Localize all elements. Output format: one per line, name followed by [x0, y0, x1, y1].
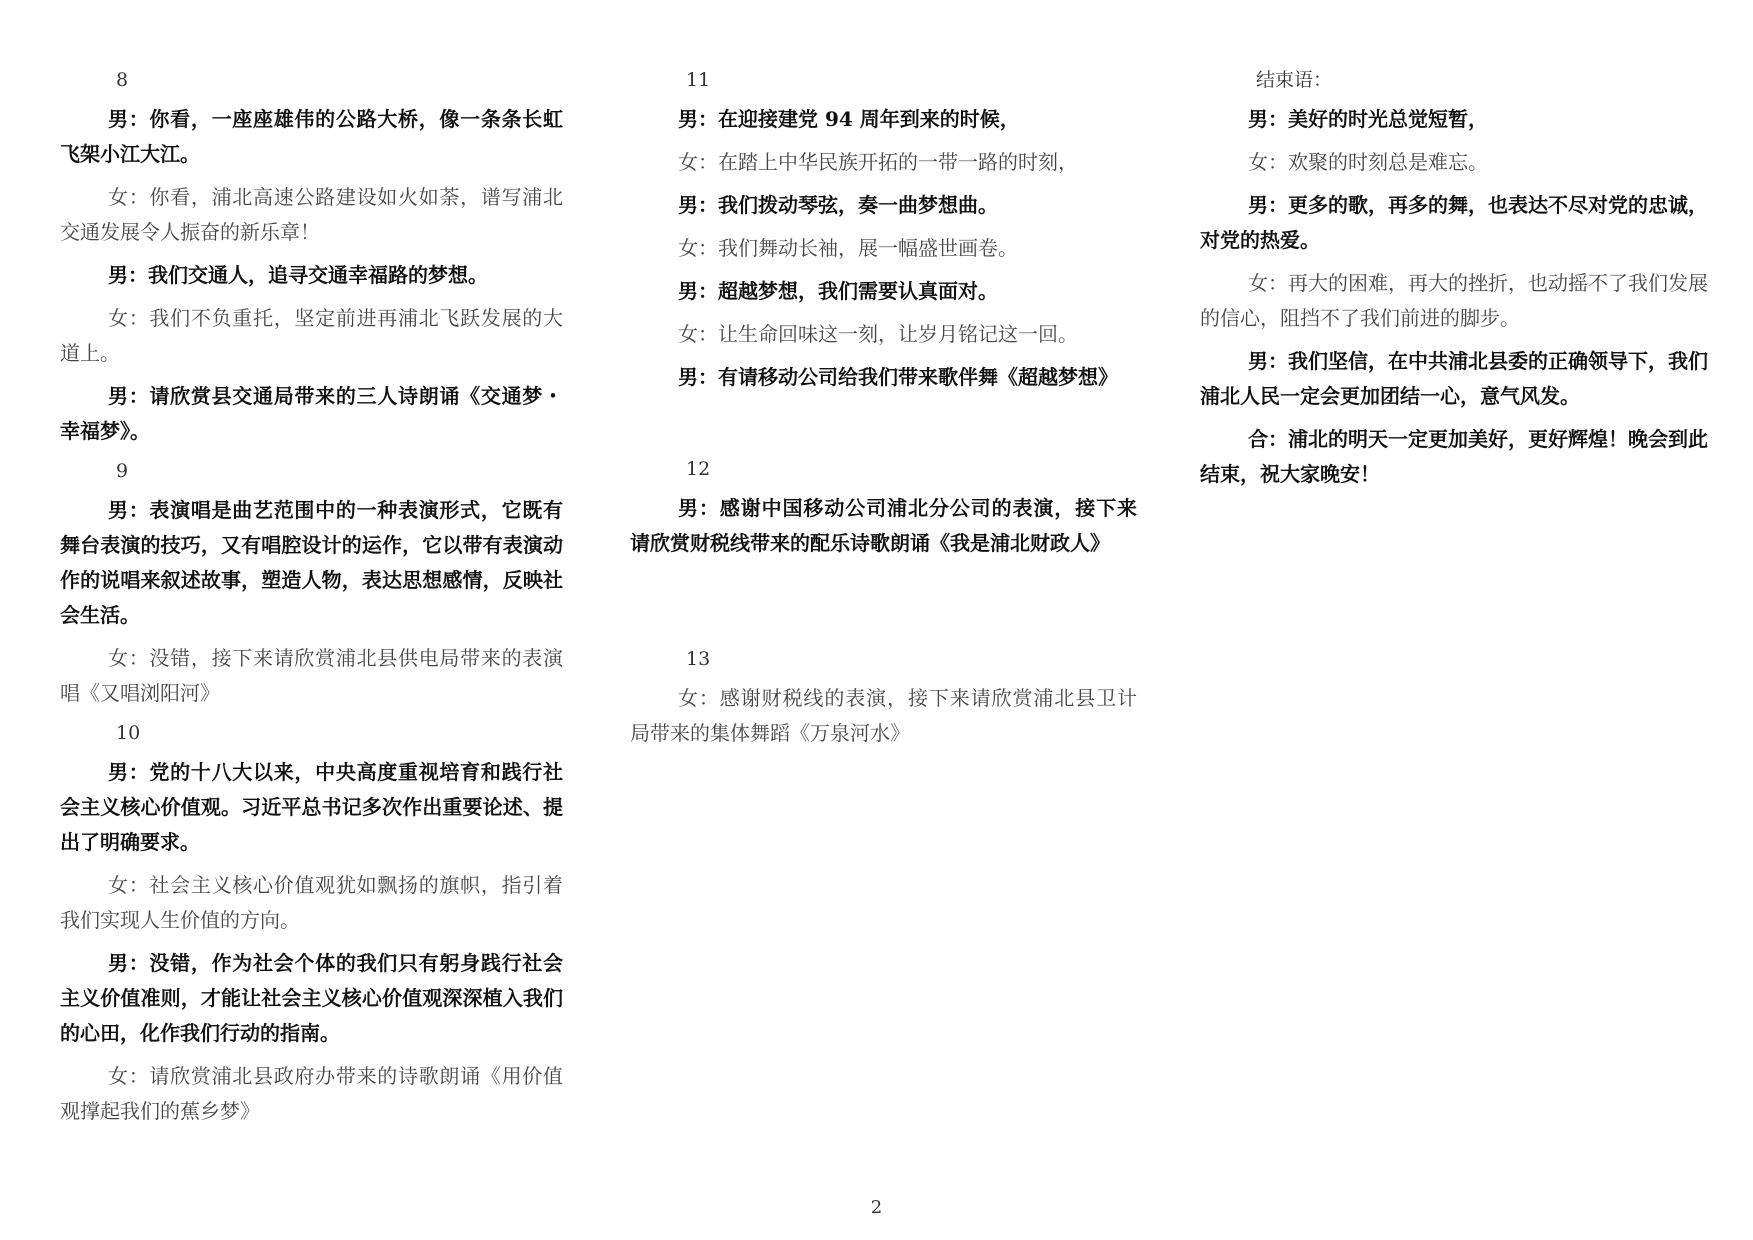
column-left	[60, 58, 563, 1137]
line-female: 女：欢聚的时刻总是难忘。	[1248, 150, 1488, 174]
line-male: 男：超越梦想，我们需要认真面对。	[678, 279, 998, 303]
line-female: 女：你看，浦北高速公路建设如火如荼，谱写浦北交通发展令人振奋的新乐章！	[60, 185, 563, 244]
line-female: 女：没错，接下来请欣赏浦北县供电局带来的表演唱《又唱浏阳河》	[60, 646, 563, 705]
section-number-9: 9	[116, 460, 129, 482]
section-number-10: 10	[116, 722, 141, 744]
page-number: 2	[870, 1197, 883, 1218]
line-female: 女：在踏上中华民族开拓的一带一路的时刻，	[678, 150, 1078, 174]
line-male: 男：美好的时光总觉短暂，	[1248, 107, 1488, 131]
line-male: 男：我们坚信，在中共浦北县委的正确领导下，我们浦北人民一定会更加团结一心，意气风发。	[1200, 349, 1708, 408]
line-female: 女：请欣赏浦北县政府办带来的诗歌朗诵《用价值观撑起我们的蕉乡梦》	[60, 1064, 563, 1123]
section-number-12: 12	[686, 458, 711, 480]
line-male: 男：党的十八大以来，中央高度重视培育和践行社会主义核心价值观。习近平总书记多次作出重要论述、提出了明确要求。	[60, 760, 563, 854]
line-male: 男：感谢中国移动公司浦北分公司的表演，接下来请欣赏财税线带来的配乐诗歌朗诵《我是浦北财政人》	[630, 496, 1137, 555]
spacer	[630, 403, 1137, 447]
line-female: 女：我们舞动长袖，展一幅盛世画卷。	[678, 236, 1018, 260]
line-male: 男：表演唱是曲艺范围中的一种表演形式，它既有舞台表演的技巧，又有唱腔设计的运作，它以带有表演动作的说唱来叙述故事，塑造人物，表达思想感情，反映社会生活。	[60, 498, 563, 627]
line-male: 男：更多的歌，再多的舞，也表达不尽对党的忠诚，对党的热爱。	[1200, 193, 1708, 252]
line-female: 女：我们不负重托，坚定前进再浦北飞跃发展的大道上。	[60, 306, 563, 365]
line-male: 男：在迎接建党 94 周年到来的时候，	[678, 107, 1020, 131]
line-female: 女：社会主义核心价值观犹如飘扬的旗帜，指引着我们实现人生价值的方向。	[60, 873, 563, 932]
line-male: 男：没错，作为社会个体的我们只有躬身践行社会主义价值准则，才能让社会主义核心价值观深深植入我们的心田，化作我们行动的指南。	[60, 951, 563, 1045]
line-female: 女：感谢财税线的表演，接下来请欣赏浦北县卫计局带来的集体舞蹈《万泉河水》	[630, 686, 1137, 745]
line-female: 女：再大的困难，再大的挫折，也动摇不了我们发展的信心，阻挡不了我们前进的脚步。	[1200, 271, 1708, 330]
line-together: 合：浦北的明天一定更加美好，更好辉煌！晚会到此结束，祝大家晚安！	[1200, 427, 1708, 486]
column-middle	[630, 58, 1137, 759]
line-male: 男：我们拨动琴弦，奏一曲梦想曲。	[678, 193, 998, 217]
line-male: 男：你看，一座座雄伟的公路大桥，像一条条长虹飞架小江大江。	[60, 107, 563, 166]
section-number-8: 8	[116, 69, 129, 91]
section-number-13: 13	[686, 648, 711, 670]
line-male: 男：我们交通人，追寻交通幸福路的梦想。	[108, 263, 488, 287]
section-number-11: 11	[686, 69, 711, 91]
line-male: 男：有请移动公司给我们带来歌伴舞《超越梦想》	[678, 365, 1118, 389]
column-right	[1200, 58, 1708, 500]
spacer	[630, 569, 1137, 637]
closing-heading: 结束语：	[1256, 69, 1333, 91]
line-female: 女：让生命回味这一刻，让岁月铭记这一回。	[678, 322, 1078, 346]
line-male: 男：请欣赏县交通局带来的三人诗朗诵《交通梦・幸福梦》。	[60, 384, 563, 443]
